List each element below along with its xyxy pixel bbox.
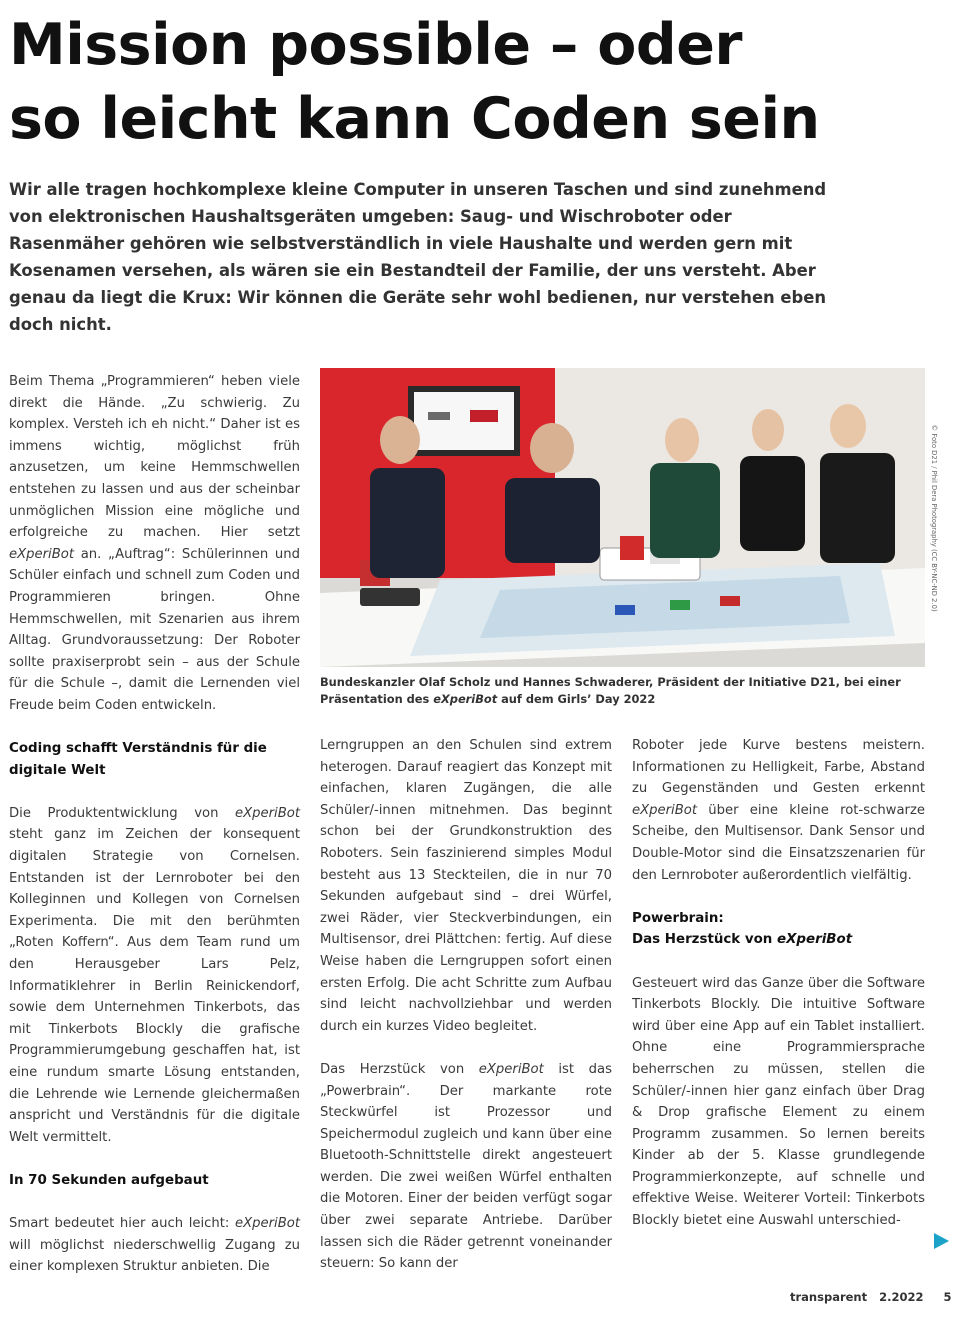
- brand-name: eXperiBot: [777, 932, 853, 948]
- paragraph-roboter: Roboter jede Kurve bestens meistern. Informationen zu Helligkeit, Farbe, Abstand zu Gegenständen und Gesten erkennt eXperiBot über eine kleine rot-schwarze Scheibe, den Multisensor. Dank Sensor und Double-Motor sind die Einsatzszenarien für den Lernroboter außerordentlich vielfältig.: [632, 738, 925, 883]
- brand-name: eXperiBot: [234, 805, 300, 821]
- column-1: [9, 371, 300, 1278]
- photo-credit: © Foto D21 / Phil Dera Photography (CC BY-NC-ND 2.0): [930, 423, 938, 612]
- magazine-name: transparent: [790, 1290, 868, 1304]
- subheading-powerbrain: Powerbrain: Das Herzstück von eXperiBot: [632, 910, 853, 948]
- event-photo: [320, 368, 925, 667]
- paragraph-herzstueck: Das Herzstück von eXperiBot ist das „Powerbrain“. Der markante rote Steckwürfel ist Prozessor und Speichermodul zugleich und kann über eine Bluetooth-Schnittstelle direkt angesteuert werden. Die zwei weißen Würfel enthalten die Motoren. Einer der beiden verfügt sogar über zwei separate Antriebe. Darüber lassen sich die Räder getrennt voneinander steuern: So kann der: [320, 1061, 612, 1272]
- article-title: [9, 8, 939, 156]
- column-3: [632, 735, 925, 1232]
- page-number: 5: [943, 1290, 952, 1304]
- title-line-2: so leicht kann Coden sein: [9, 86, 820, 152]
- paragraph-lerngruppen: Lerngruppen an den Schulen sind extrem heterogen. Darauf reagiert das Konzept mit einfachen, klaren Zugängen, die alle Schüler/-innen mitnehmen. Das beginnt schon bei der Grundkonstruktion des Roboters. Sein faszinierend simples Modul besteht aus 13 Steckteilen, die in nur 70 Sekunden aufgebaut sind – drei Würfel, zwei Räder, vier Steckverbindungen, ein Multisensor, drei Plättchen: fertig. Auf diese Weise haben die Lerngruppen sofort einen ersten Erfolg. Die acht Schritte zum Aufbau sind leicht nachvollziehbar und werden durch ein kurzes Video begleitet.: [320, 738, 612, 1034]
- brand-name: eXperiBot: [478, 1061, 544, 1077]
- subheading-70-seconds: In 70 Sekunden aufgebaut: [9, 1172, 209, 1188]
- lead-paragraph: Wir alle tragen hochkomplexe kleine Computer in unseren Taschen und sind zunehmend von elektronischen Haushaltsgeräten umgeben: Saug- und Wischroboter oder Rasenmäher gehören wie selbstverständlich in viele Haushalte und werden gern mit Kosenamen versehen, als wären sie ein Bestandteil der Familie, der uns versteht. Aber genau da liegt die Krux: Wir können die Geräte sehr wohl bedienen, nur verstehen eben doch nicht.: [9, 180, 827, 334]
- paragraph-intro: Beim Thema „Programmieren“ heben viele direkt die Hände. „Zu schwierig. Zu komplex. Versteh ich eh nicht.“ Daher ist es immens wichtig, möglichst früh anzusetzen, um keine Hemmschwellen entstehen zu lassen und aus der scheinbar unmöglichen Mission eine mögliche und erfolgreiche zu machen. Hier setzt eXperiBot an. „Auftrag“: Schülerinnen und Schüler einfach und schnell zum Coden und Programmieren bringen. Ohne Hemmschwellen, mit Szenarien aus ihrem Alltag. Grundvoraussetzung: Der Roboter sollte praxiserprobt sein – aus der Schule für die Schule –, damit die Lernenden viel Freude beim Coden entwickeln.: [9, 374, 300, 713]
- continue-arrow-icon: [934, 1233, 949, 1249]
- photo-caption: Bundeskanzler Olaf Scholz und Hannes Schwaderer, Präsident der Initiative D21, bei einer Präsentation des eXperiBot auf dem Girls’ Day 2022: [320, 675, 901, 706]
- brand-name: eXperiBot: [433, 692, 498, 706]
- brand-name: eXperiBot: [234, 1216, 300, 1232]
- paragraph-product: Die Produktentwicklung von eXperiBot steht ganz im Zeichen der konsequent digitalen Strategie von Cornelsen. Entstanden ist der Lernroboter bei den Kolleginnen und Kollegen von Cornelsen Experimenta. Die mit den berühmten „Roten Koffern“. Aus dem Team rund um den Herausgeber Lars Pelz, Informatiklehrer in Berlin Reinickendorf, sowie dem Unternehmen Tinkerbots, das mit Tinkerbots Blockly die grafische Programmierumgebung geschaffen hat, ist eine rundum smarte Lösung entstanden, die Lehrende wie Lernende gleichermaßen anspricht und Verständnis für die digitale Welt vermittelt.: [9, 805, 300, 1145]
- title-line-1: Mission possible – oder: [9, 12, 743, 78]
- paragraph-software: Gesteuert wird das Ganze über die Software Tinkerbots Blockly. Die intuitive Software wird über eine App auf ein Tablet installiert. Ohne eine Programmiersprache beherrschen zu müssen, stellen die Schüler/-innen hier ganz einfach über Drag & Drop grafische Element zu einem Programm zusammen. So lernen bereits Kinder ab der 5. Klasse grundlegende Programmierkonzepte, auf schnelle und effektive Weise. Weiterer Vorteil: Tinkerbots Blockly bietet eine Auswahl unterschied-: [632, 975, 925, 1229]
- photo-illustration: [320, 368, 925, 667]
- page-footer: [790, 1290, 960, 1304]
- paragraph-smart: Smart bedeutet hier auch leicht: eXperiBot will möglichst niederschwellig Zugang zu einer komplexen Struktur anbieten. Die: [9, 1216, 300, 1275]
- brand-name: eXperiBot: [9, 546, 75, 562]
- issue-number: 2.2022: [879, 1290, 924, 1304]
- column-2: [320, 735, 612, 1275]
- subheading-coding: Coding schafft Verständnis für die digitale Welt: [9, 741, 267, 778]
- brand-name: eXperiBot: [632, 802, 698, 818]
